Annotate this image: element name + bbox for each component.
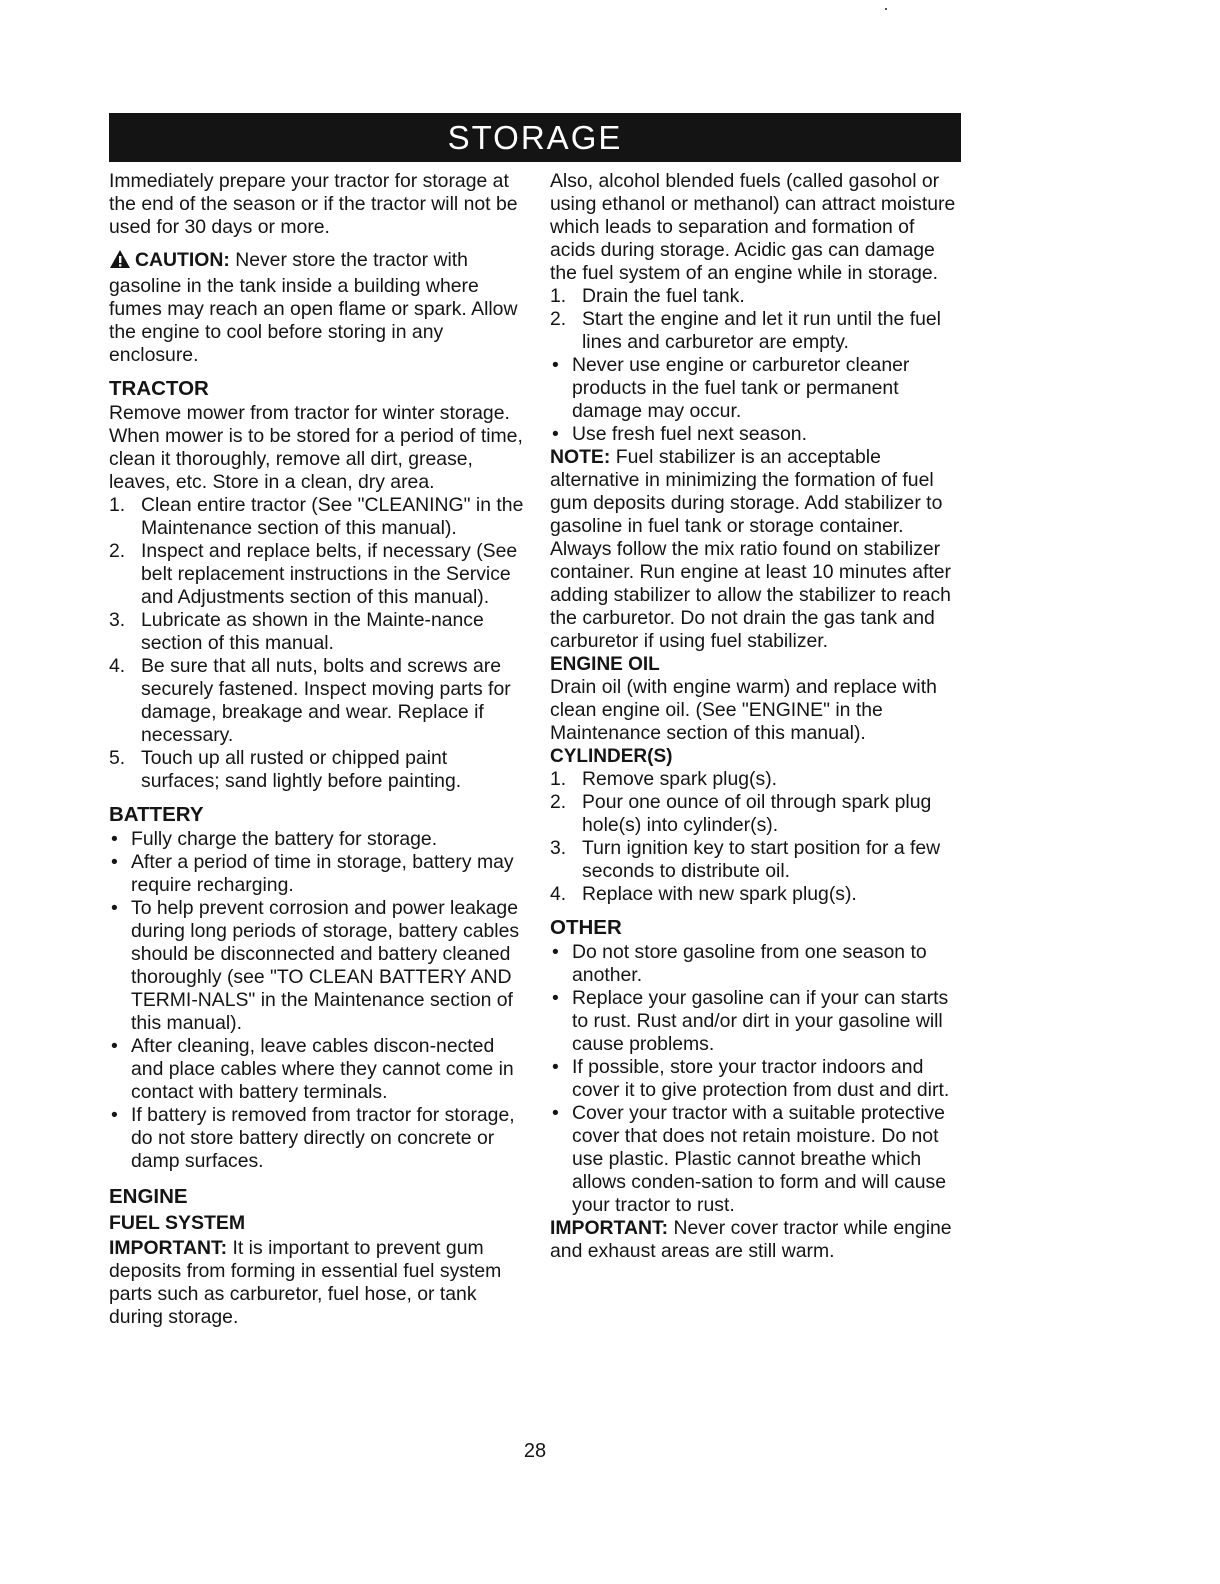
list-item: • Use fresh fuel next season. [550,423,962,446]
list-item: • After cleaning, leave cables discon-nected and place cables where they cannot come in contact with battery terminals. [109,1035,527,1104]
scan-speck [885,8,887,10]
list-item: 2. Pour one ounce of oil through spark plug hole(s) into cylinder(s). [550,791,932,836]
list-item: 3. Lubricate as shown in the Mainte-nance section of this manual. [109,609,484,654]
important-text: It is important to prevent gum deposits from forming in essential fuel system parts such as carburetor, fuel hose, or tank during storage. [109,1237,502,1328]
tractor-steps [109,494,527,793]
list-item: • Fully charge the battery for storage. [109,828,527,851]
other-bullets [550,941,962,1217]
battery-bullets [109,828,527,1173]
fuel-important-paragraph [109,1237,527,1329]
caution-paragraph [109,249,527,367]
intro-paragraph: Immediately prepare your tractor for storage at the end of the season or if the tractor will not be used for 30 days or more. [109,170,518,238]
fuel-system-heading: FUEL SYSTEM [109,1212,246,1234]
important-text: Never cover tractor while engine and exhaust areas are still warm. [550,1217,952,1262]
engine-heading: ENGINE [109,1185,188,1208]
list-item: 2. Start the engine and let it run until the fuel lines and carburetor are empty. [550,308,941,353]
list-item: • Never use engine or carburetor cleaner products in the fuel tank or permanent damage may occur. [550,354,962,423]
note-label: NOTE: [550,446,611,468]
list-item: • Do not store gasoline from one season to another. [550,941,962,987]
list-item: 1. Drain the fuel tank. [550,285,745,307]
list-item: • Replace your gasoline can if your can starts to rust. Rust and/or dirt in your gasoline will cause problems. [550,987,962,1056]
important-label: IMPORTANT: [109,1237,228,1259]
battery-heading: BATTERY [109,803,204,826]
fuel-steps [550,285,962,354]
caution-text: Never store the tractor with gasoline in the tank inside a building where fumes may reach an open flame or spark. Allow the engine to cool before storing in any enclosure. [109,249,518,366]
tractor-heading: TRACTOR [109,377,209,400]
engine-oil-paragraph: Drain oil (with engine warm) and replace with clean engine oil. (See "ENGINE" in the Maintenance section of this manual). [550,676,937,744]
list-item: 4. Be sure that all nuts, bolts and screws are securely fastened. Inspect moving parts for damage, breakage and wear. Replace if necessary. [109,655,511,746]
list-item: 2. Inspect and replace belts, if necessary (See belt replacement instructions in the Service and Adjustments section of this manual). [109,540,518,608]
important-label: IMPORTANT: [550,1217,669,1239]
list-item: • To help prevent corrosion and power leakage during long periods of storage, battery cables should be disconnected and battery cleaned thoroughly (see "TO CLEAN BATTERY AND TERMI-NALS" in the Maintenance section of this manual). [109,897,527,1035]
warning-triangle-icon [109,249,131,275]
engine-oil-heading: ENGINE OIL [550,654,660,675]
list-item: 1. Clean entire tractor (See "CLEANING" in the Maintenance section of this manual). [109,494,524,539]
page-number: 28 [523,1440,547,1462]
list-item: 3. Turn ignition key to start position for a few seconds to distribute oil. [550,837,941,882]
cylinder-steps [550,768,962,906]
list-item: • After a period of time in storage, battery may require recharging. [109,851,527,897]
tractor-paragraph: Remove mower from tractor for winter storage. When mower is to be stored for a period of time, clean it thoroughly, remove all dirt, grease, leaves, etc. Store in a clean, dry area. [109,402,523,493]
other-heading: OTHER [550,916,622,939]
note-paragraph [550,446,962,653]
caution-label: CAUTION: [135,249,230,271]
alcohol-paragraph: Also, alcohol blended fuels (called gasohol or using ethanol or methanol) can attract moisture which leads to separation and formation of acids during storage. Acidic gas can damage the fuel system of an engine while in storage. [550,170,956,284]
list-item: 4. Replace with new spark plug(s). [550,883,857,905]
list-item: 1. Remove spark plug(s). [550,768,778,790]
page-title: STORAGE [109,113,961,162]
cylinders-heading: CYLINDER(S) [550,746,673,767]
list-item: • If battery is removed from tractor for storage, do not store battery directly on concrete or damp surfaces. [109,1104,527,1173]
note-text: Fuel stabilizer is an acceptable alternative in minimizing the formation of fuel gum deposits during storage. Add stabilizer to gasoline in fuel tank or storage container. Always follow the mix ratio found on stabilizer container. Run engine at least 10 minutes after adding stabilizer to allow the stabilizer to reach the carburetor. Do not drain the gas tank and carburetor if using fuel stabilizer. [550,446,951,652]
list-item: • Cover your tractor with a suitable protective cover that does not retain moisture. Do not use plastic. Plastic cannot breathe which allows conden-sation to form and will cause your tractor to rust. [550,1102,962,1217]
right-column [550,170,962,1273]
fuel-bullets [550,354,962,446]
list-item: 5. Touch up all rusted or chipped paint surfaces; sand lightly before painting. [109,747,462,792]
list-item: • If possible, store your tractor indoors and cover it to give protection from dust and dirt. [550,1056,962,1102]
left-column [109,170,527,1339]
important-paragraph [550,1217,962,1263]
